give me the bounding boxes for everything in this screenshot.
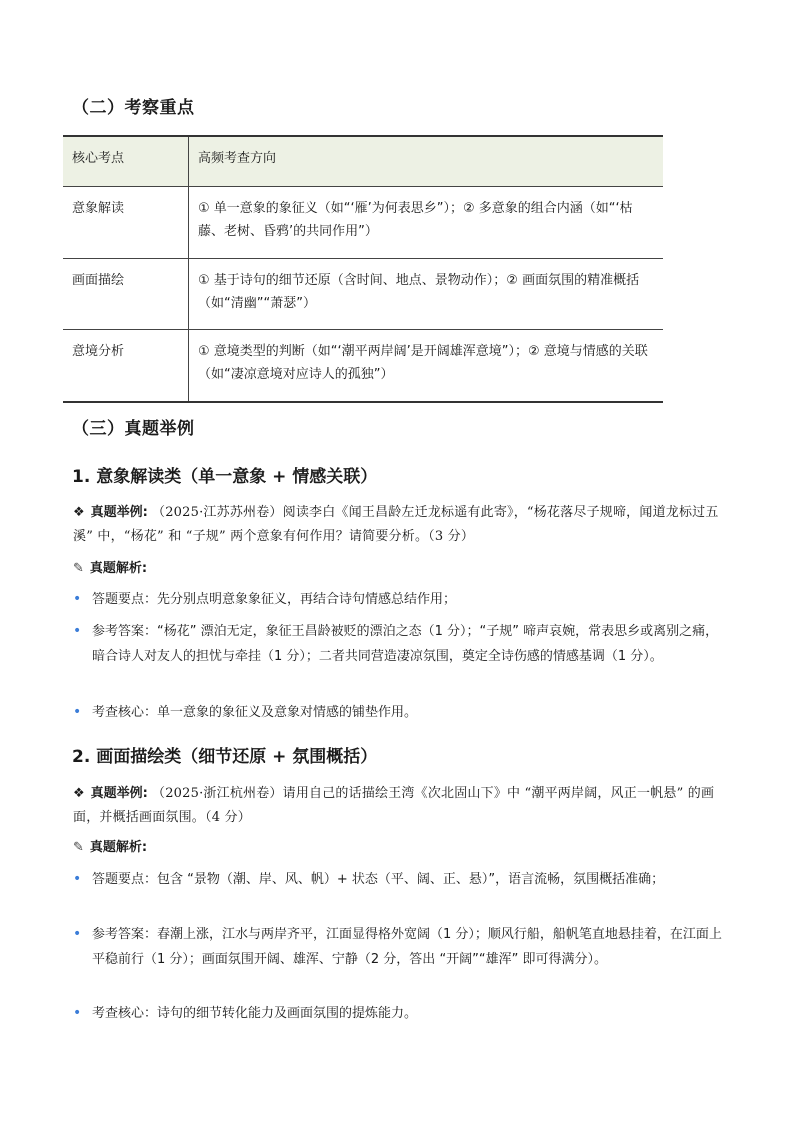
diamond-icon: ❖ bbox=[73, 786, 85, 801]
table-cell-point: 画面描绘 bbox=[63, 259, 189, 330]
list-item: • 考查核心：单一意象的象征义及意象对情感的铺垫作用。 bbox=[73, 700, 729, 725]
list-item: • 答题要点：先分别点明意象象征义，再结合诗句情感总结作用； bbox=[73, 587, 729, 612]
example-2-title: 2. 画面描绘类（细节还原 + 氛围概括） bbox=[72, 747, 378, 767]
section-title-examples: （三）真题举例 bbox=[72, 419, 195, 439]
table-header-cell: 核心考点 bbox=[63, 136, 189, 187]
diamond-icon: ❖ bbox=[73, 505, 85, 520]
question-label: 真题举例: bbox=[90, 505, 148, 520]
example-1-analysis-label: ✎ 真题解析: bbox=[73, 561, 148, 576]
table-cell-direction: ① 意境类型的判断（如“‘潮平两岸阔’是开阔雄浑意境”）；② 意境与情感的关联（如“凄凉意境对应诗人的孤独”） bbox=[189, 330, 664, 403]
table-cell-direction: ① 基于诗句的细节还原（含时间、地点、景物动作）；② 画面氛围的精准概括（如“清幽”“萧瑟”） bbox=[189, 259, 664, 330]
question-text: （2025·浙江杭州卷）请用自己的话描绘王湾《次北固山下》中 “潮平两岸阔，风正一帆悬” 的画面，并概括画面氛围。（4 分） bbox=[73, 786, 715, 825]
example-1-title: 1. 意象解读类（单一意象 + 情感关联） bbox=[72, 467, 378, 487]
table-row bbox=[63, 259, 663, 330]
table-header-cell: 高频考查方向 bbox=[189, 136, 664, 187]
example-2-question bbox=[73, 782, 733, 830]
list-item: • 考查核心：诗句的细节转化能力及画面氛围的提炼能力。 bbox=[73, 1001, 729, 1026]
list-item: • 参考答案：春潮上涨，江水与两岸齐平，江面显得格外宽阔（1 分）；顺风行船，船帆笔直地悬挂着，在江面上平稳前行（1 分）；画面氛围开阔、雄浑、宁静（2 分，答出 “开阔”“雄浑” 即可得满分）。 bbox=[73, 922, 729, 972]
table-header-row bbox=[63, 136, 663, 187]
table-cell-point: 意境分析 bbox=[63, 330, 189, 403]
pencil-icon: ✎ bbox=[73, 840, 84, 855]
table-cell-point: 意象解读 bbox=[63, 187, 189, 259]
section-title-focus: （二）考察重点 bbox=[72, 98, 195, 118]
list-item: • 参考答案：“杨花” 漂泊无定，象征王昌龄被贬的漂泊之态（1 分）；“子规” 啼声哀婉，常表思乡或离别之痛，暗合诗人对友人的担忧与牵挂（1 分）；二者共同营造凄凉氛围，奠定全诗伤感的情感基调（1 分）。 bbox=[73, 619, 729, 669]
example-1-question bbox=[73, 501, 733, 549]
focus-table bbox=[63, 135, 663, 403]
question-text: （2025·江苏苏州卷）阅读李白《闻王昌龄左迁龙标遥有此寄》，“杨花落尽子规啼，闻道龙标过五溪” 中，“杨花” 和 “子规” 两个意象有何作用？请简要分析。（3 分） bbox=[73, 505, 719, 544]
example-2-analysis-label: ✎ 真题解析: bbox=[73, 840, 148, 855]
table-row bbox=[63, 330, 663, 403]
list-item: • 答题要点：包含 “景物（潮、岸、风、帆）+ 状态（平、阔、正、悬）”，语言流畅，氛围概括准确； bbox=[73, 867, 729, 892]
table-row bbox=[63, 187, 663, 259]
table-cell-direction: ① 单一意象的象征义（如“‘雁’为何表思乡”）；② 多意象的组合内涵（如“‘枯藤、老树、昏鸦’的共同作用”） bbox=[189, 187, 664, 259]
question-label: 真题举例: bbox=[90, 786, 148, 801]
pencil-icon: ✎ bbox=[73, 561, 84, 576]
